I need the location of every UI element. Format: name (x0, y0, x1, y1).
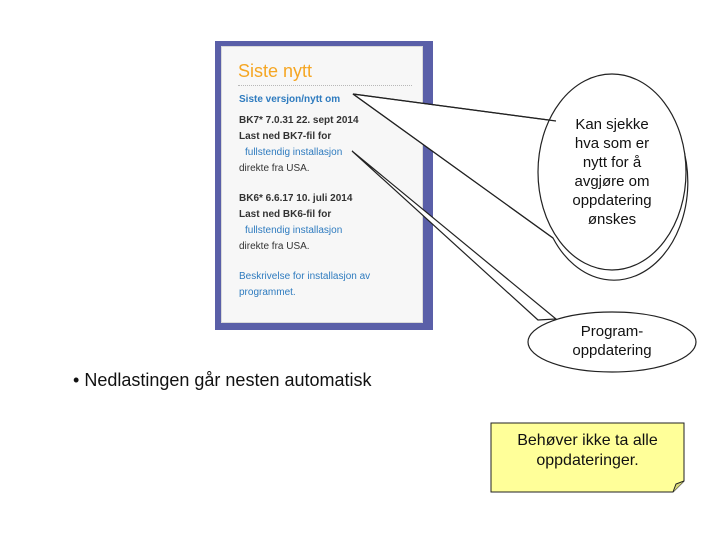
bullet-marker: • (73, 370, 80, 390)
sticky-note (491, 423, 684, 492)
note-text (491, 431, 684, 471)
note-line: oppdateringer. (536, 452, 639, 469)
callout-line: ønskes (587, 211, 637, 228)
bullet-text: Nedlastingen går nesten automatisk (84, 370, 372, 390)
latest-version-link[interactable]: Siste versjon/nytt om (239, 94, 341, 105)
bk6-heading: BK6* 6.6.17 10. juli 2014 (239, 193, 353, 204)
bk7-install-link[interactable]: fullstendig installasjon (245, 147, 343, 158)
bk6-download-label: Last ned BK6-fil for (239, 209, 332, 220)
callout-line: hva som er (574, 135, 650, 152)
bk7-suffix: direkte fra USA. (239, 163, 310, 174)
bullet-point (73, 370, 372, 391)
bk7-heading: BK7* 7.0.31 22. sept 2014 (239, 115, 359, 126)
program-update-callout-text (540, 322, 684, 360)
callout-line: oppdatering (572, 192, 652, 209)
news-title: Siste nytt (238, 61, 313, 81)
callout-line: Program- (580, 323, 644, 340)
install-description-link-1[interactable]: Beskrivelse for installasjon av (239, 271, 371, 282)
bk7-download-label: Last ned BK7-fil for (239, 131, 332, 142)
callout-line: nytt for å (582, 154, 642, 171)
callout-line: avgjøre om (574, 173, 650, 190)
callout-line: oppdatering (572, 342, 652, 359)
note-line: Behøver ikke ta alle (517, 432, 658, 449)
install-description-link-2[interactable]: programmet. (239, 287, 296, 298)
bk6-install-link[interactable]: fullstendig installasjon (245, 225, 343, 236)
bk6-suffix: direkte fra USA. (239, 241, 310, 252)
check-new-callout-text (550, 115, 674, 229)
callout-line: Kan sjekke (575, 116, 649, 133)
